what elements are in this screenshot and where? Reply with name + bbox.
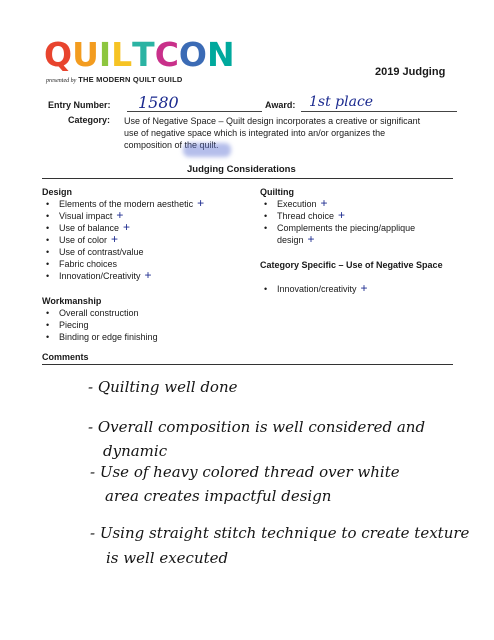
comment-line: - Use of heavy colored thread over white: [90, 463, 400, 481]
consideration-label: Use of color: [59, 235, 108, 245]
plus-mark-icon: +: [144, 268, 152, 282]
logo-letter: L: [111, 35, 133, 74]
logo-letter: C: [154, 35, 179, 74]
consideration-item: [42, 319, 158, 331]
considerations-title: Judging Considerations: [187, 164, 296, 175]
consideration-label: Elements of the modern aesthetic: [59, 199, 194, 209]
ink-smudge: [183, 143, 231, 157]
entry-number-value: 1580: [138, 93, 179, 112]
considerations-divider: [42, 178, 453, 179]
logo-letter: N: [206, 35, 235, 74]
award-value: 1st place: [309, 94, 374, 110]
consideration-label: Fabric choices: [59, 259, 118, 269]
consideration-item: [260, 283, 368, 295]
consideration-label: Visual impact: [59, 211, 113, 221]
plus-mark-icon: +: [307, 232, 315, 246]
consideration-label: design: [277, 235, 304, 245]
award-underline: [301, 111, 457, 112]
comment-line: area creates impactful design: [105, 487, 332, 505]
consideration-label: Complements the piecing/applique: [277, 223, 416, 233]
consideration-item: [42, 270, 204, 282]
entry-number-label: Entry Number:: [48, 100, 111, 110]
category-description: Use of Negative Space – Quilt design incorporates a creative or significant use of negative space which is integrated into an/or organizes the composition of the quilt.: [124, 116, 421, 150]
plus-mark-icon: +: [338, 208, 346, 222]
comment-line: - Quilting well done: [88, 378, 238, 396]
category-specific-list: [260, 283, 368, 295]
consideration-item: [42, 234, 204, 246]
logo-letter: U: [72, 35, 99, 74]
comments-divider: [42, 364, 453, 365]
quiltcon-logo: [44, 35, 235, 74]
category-specific-title: Category Specific – Use of Negative Space: [260, 260, 443, 270]
consideration-item: [42, 246, 204, 258]
plus-mark-icon: +: [116, 208, 124, 222]
consideration-item: [42, 331, 158, 343]
plus-mark-icon: +: [360, 281, 368, 295]
judging-title: 2019 Judging: [375, 66, 446, 78]
comment-line: - Using straight stitch technique to create texture: [90, 524, 470, 542]
plus-mark-icon: +: [123, 220, 131, 234]
workmanship-section-title: Workmanship: [42, 296, 102, 306]
logo-letter: O: [178, 35, 207, 74]
consideration-label: Overall construction: [59, 308, 139, 318]
plus-mark-icon: +: [197, 196, 205, 210]
consideration-label: Thread choice: [277, 211, 335, 221]
comments-title: Comments: [42, 352, 89, 362]
consideration-label: Innovation/Creativity: [59, 271, 141, 281]
consideration-item: [42, 307, 158, 319]
consideration-label: Use of balance: [59, 223, 120, 233]
comment-line: dynamic: [103, 442, 168, 460]
consideration-item: [42, 222, 204, 234]
presented-by-prefix: presented by: [46, 78, 77, 84]
consideration-item: [42, 258, 204, 270]
consideration-item: [260, 210, 415, 222]
consideration-item: [42, 198, 204, 210]
consideration-label: Execution: [277, 199, 317, 209]
quilting-section-title: Quilting: [260, 187, 294, 197]
consideration-label: Innovation/creativity: [277, 284, 357, 294]
consideration-label: Binding or edge finishing: [59, 332, 158, 342]
category-label: Category:: [68, 115, 111, 125]
consideration-item: [260, 234, 415, 246]
workmanship-list: [42, 307, 158, 343]
consideration-item: [260, 222, 415, 234]
design-section-title: Design: [42, 187, 73, 197]
quilting-list: [260, 198, 415, 246]
consideration-label: Piecing: [59, 320, 89, 330]
comment-line: is well executed: [106, 549, 229, 567]
design-list: [42, 198, 204, 282]
logo-letter: I: [98, 35, 112, 74]
award-label: Award:: [265, 100, 296, 110]
plus-mark-icon: +: [111, 232, 119, 246]
plus-mark-icon: +: [320, 196, 328, 210]
logo-letter: T: [132, 35, 155, 74]
organization-name: THE MODERN QUILT GUILD: [78, 75, 183, 84]
consideration-label: Use of contrast/value: [59, 247, 144, 257]
comment-line: - Overall composition is well considered and: [88, 418, 426, 436]
logo-letter: Q: [44, 35, 73, 74]
presented-by-line: [46, 75, 183, 84]
